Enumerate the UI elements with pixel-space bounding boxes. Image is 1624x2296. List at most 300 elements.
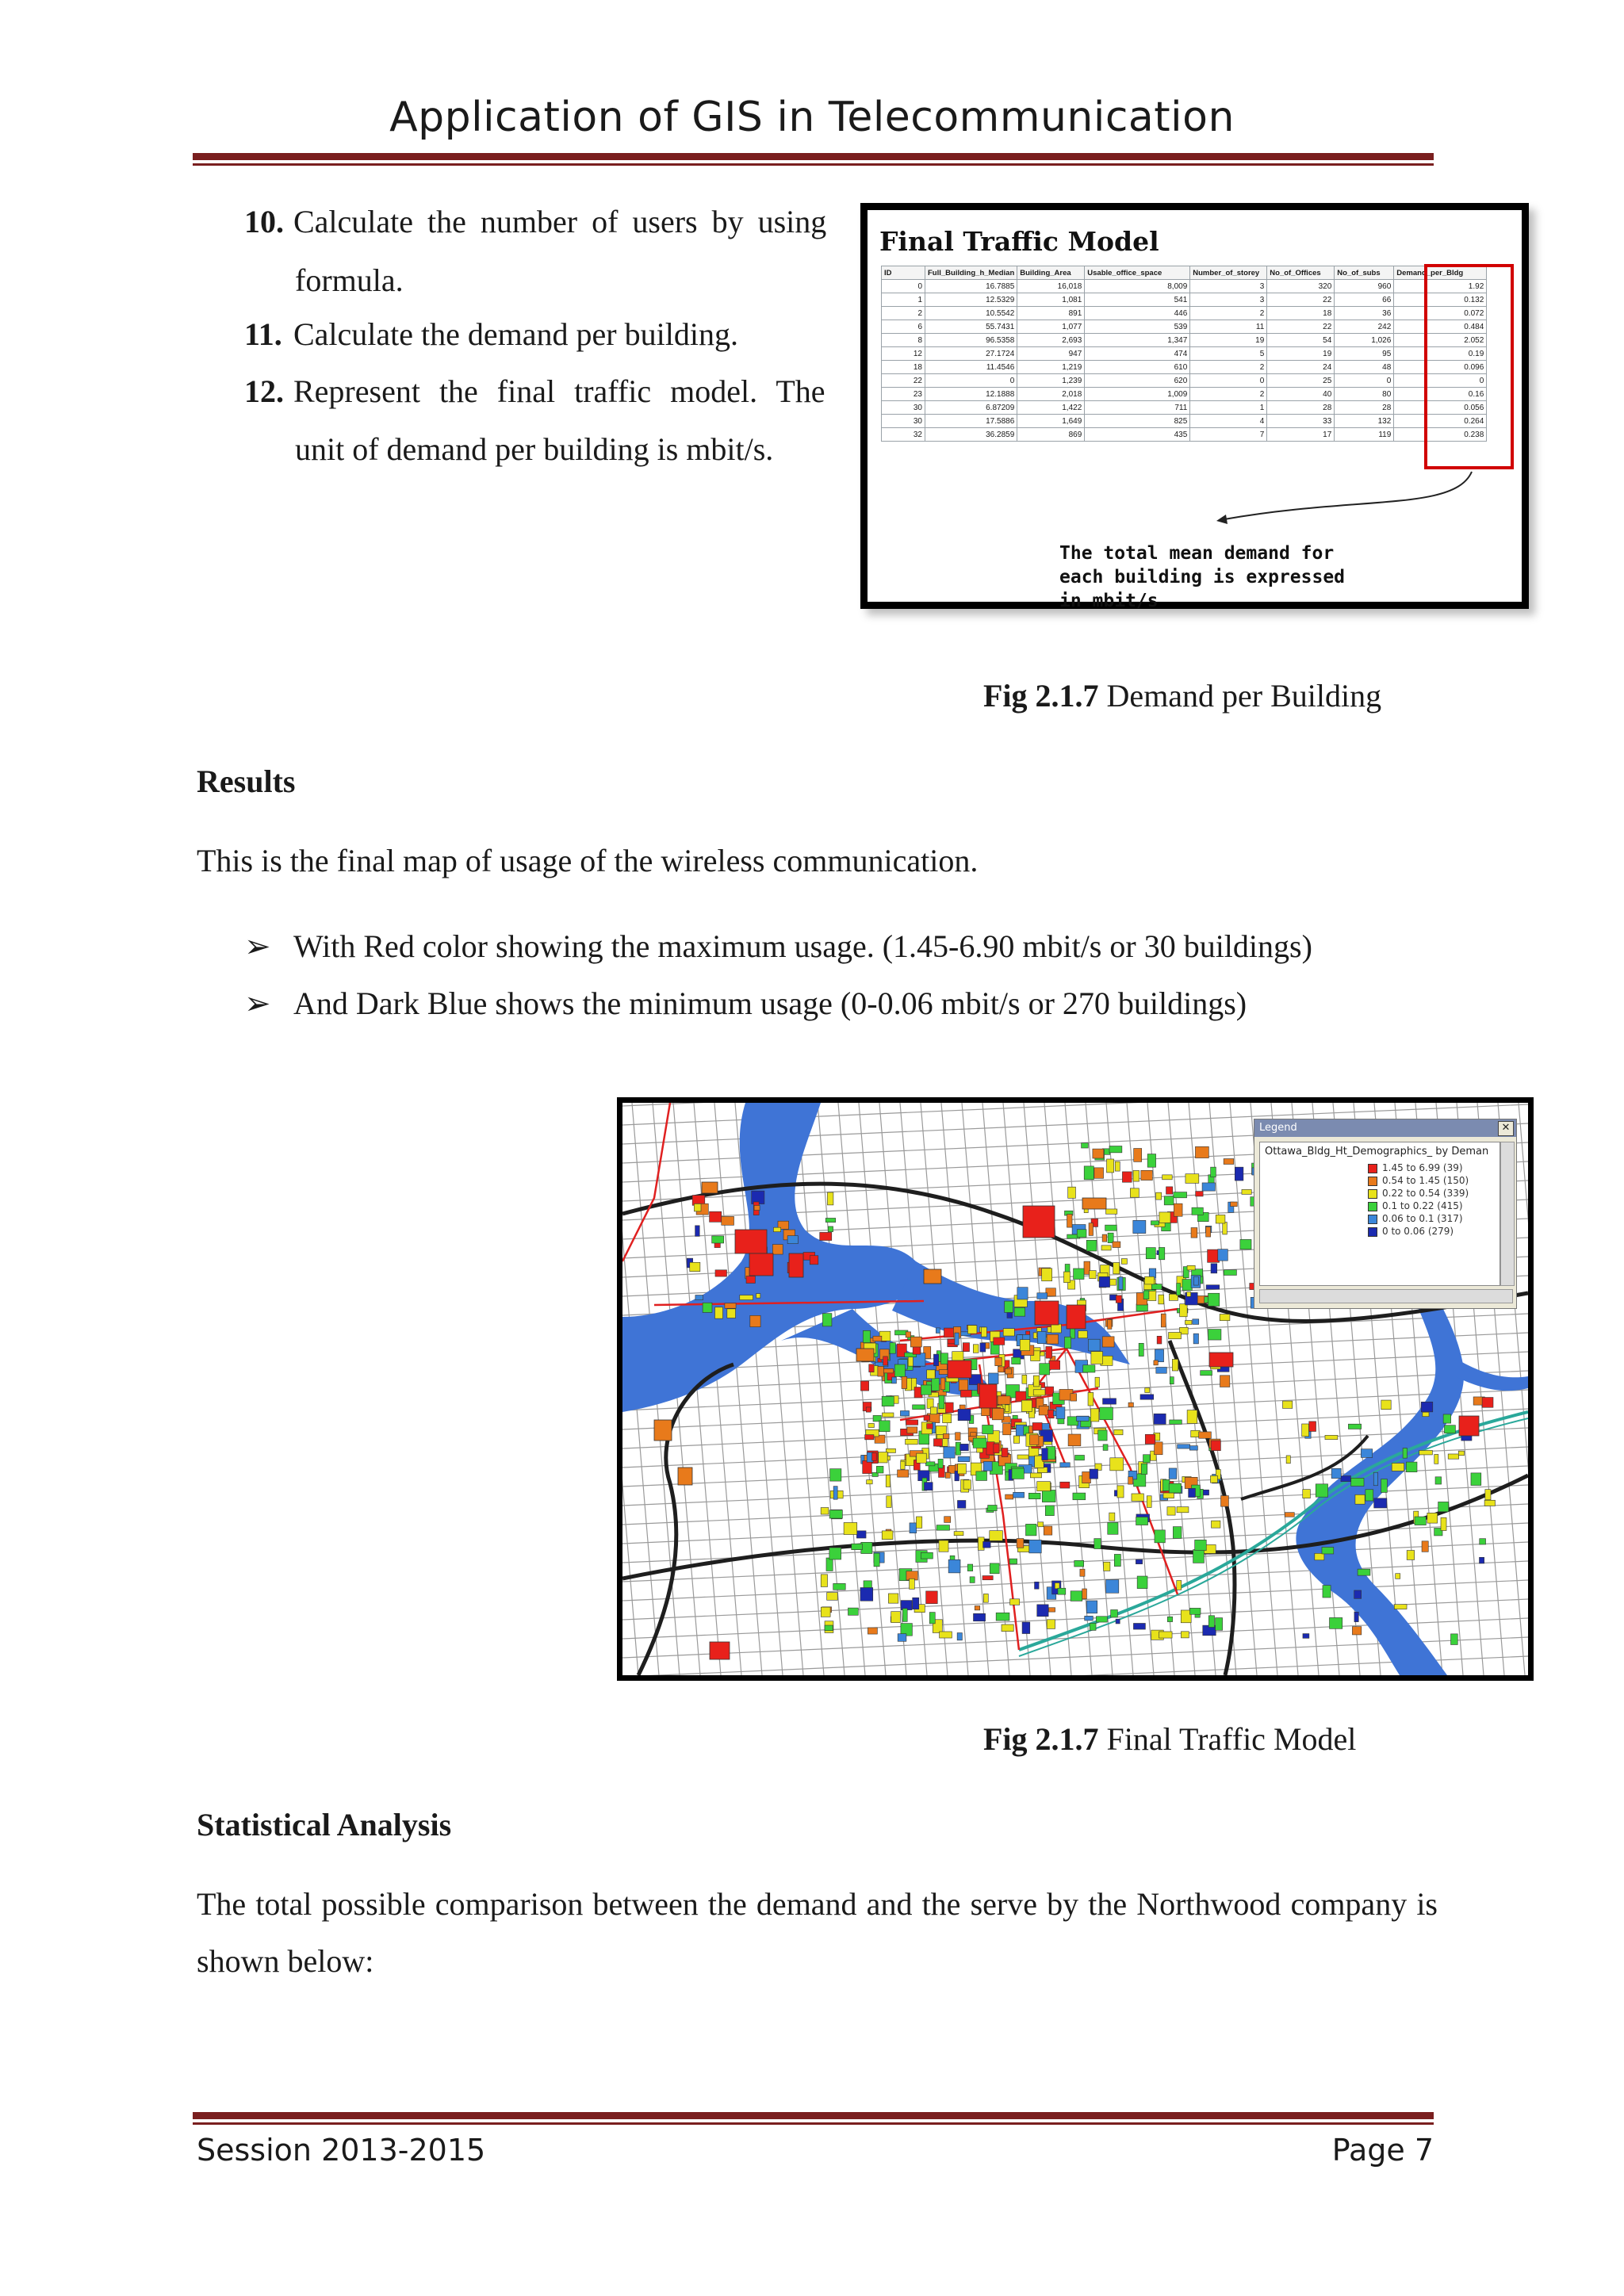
building-footprint bbox=[976, 1471, 987, 1481]
building-footprint bbox=[1022, 1375, 1027, 1383]
table-cell: 2,018 bbox=[1017, 388, 1085, 401]
building-footprint bbox=[789, 1253, 803, 1277]
building-footprint bbox=[1096, 1617, 1107, 1622]
building-footprint bbox=[907, 1427, 917, 1433]
building-footprint bbox=[1078, 1331, 1088, 1338]
building-footprint bbox=[754, 1205, 760, 1210]
building-footprint bbox=[1162, 1479, 1170, 1490]
building-footprint bbox=[826, 1558, 833, 1571]
building-footprint bbox=[1143, 1291, 1149, 1299]
bullet-text: And Dark Blue shows the minimum usage (0-0.06 mbit/s or 270 buildings) bbox=[293, 985, 1247, 1021]
table-cell: 36 bbox=[1335, 307, 1394, 320]
table-cell: 30 bbox=[882, 415, 925, 428]
building-footprint bbox=[695, 1226, 700, 1237]
building-footprint bbox=[1159, 1212, 1170, 1223]
traffic-model-figure bbox=[860, 203, 1529, 609]
building-footprint bbox=[1167, 1507, 1175, 1516]
building-footprint bbox=[828, 1226, 833, 1232]
building-footprint bbox=[958, 1464, 967, 1474]
building-footprint bbox=[1033, 1390, 1045, 1395]
results-intro: This is the final map of usage of the wireless communication. bbox=[197, 843, 979, 878]
footer-divider bbox=[193, 2112, 1434, 2125]
building-footprint bbox=[998, 1396, 1010, 1404]
building-footprint bbox=[1090, 1409, 1098, 1422]
figure-caption-map bbox=[983, 1720, 1356, 1758]
building-footprint bbox=[1173, 1527, 1182, 1539]
building-footprint bbox=[715, 1307, 723, 1318]
building-footprint bbox=[968, 1326, 977, 1334]
table-cell: 320 bbox=[1267, 280, 1335, 293]
table-cell: 2 bbox=[1190, 307, 1267, 320]
building-footprint bbox=[888, 1594, 898, 1603]
building-footprint bbox=[1028, 1493, 1040, 1498]
building-footprint bbox=[1220, 1314, 1230, 1321]
building-footprint bbox=[863, 1330, 870, 1342]
table-cell: 3 bbox=[1190, 293, 1267, 307]
building-footprint bbox=[927, 1399, 933, 1408]
table-cell: 2 bbox=[882, 307, 925, 320]
building-footprint bbox=[1130, 1188, 1139, 1197]
building-footprint bbox=[1003, 1424, 1011, 1435]
building-footprint bbox=[906, 1332, 910, 1337]
header-divider bbox=[193, 153, 1434, 166]
table-cell: 36.2859 bbox=[925, 428, 1017, 442]
building-footprint bbox=[1172, 1359, 1178, 1371]
building-footprint bbox=[1133, 1170, 1139, 1181]
table-cell: 0 bbox=[882, 280, 925, 293]
legend-window-title: Legend bbox=[1259, 1122, 1297, 1134]
building-footprint bbox=[1435, 1477, 1442, 1484]
building-footprint bbox=[1038, 1522, 1044, 1527]
building-footprint bbox=[1212, 1521, 1220, 1528]
building-footprint bbox=[973, 1345, 979, 1353]
building-footprint bbox=[1170, 1377, 1174, 1384]
table-cell: 6 bbox=[882, 320, 925, 334]
building-footprint bbox=[1224, 1270, 1236, 1276]
table-header-cell: Number_of_storey bbox=[1190, 266, 1267, 280]
table-cell: 1,649 bbox=[1017, 415, 1085, 428]
table-cell: 48 bbox=[1335, 361, 1394, 374]
building-footprint bbox=[1415, 1517, 1426, 1525]
step-12-continuation: unit of demand per building is mbit/s. bbox=[295, 431, 774, 467]
table-cell: 11.4546 bbox=[925, 361, 1017, 374]
bullet-arrow-icon: ➢ bbox=[244, 985, 271, 1021]
building-footprint bbox=[1392, 1464, 1404, 1471]
building-footprint bbox=[1009, 1559, 1017, 1563]
street-line bbox=[622, 1485, 1528, 1525]
table-cell: 1,077 bbox=[1017, 320, 1085, 334]
building-footprint bbox=[1104, 1562, 1110, 1571]
building-footprint bbox=[887, 1496, 891, 1508]
building-footprint bbox=[1185, 1320, 1191, 1324]
building-footprint bbox=[1479, 1557, 1484, 1563]
building-footprint bbox=[1084, 1166, 1094, 1180]
building-footprint bbox=[1216, 1215, 1225, 1223]
legend-swatch bbox=[1368, 1189, 1377, 1199]
building-footprint bbox=[913, 1346, 921, 1354]
building-footprint bbox=[936, 1328, 940, 1334]
table-cell: 0 bbox=[1394, 374, 1487, 388]
legend-titlebar[interactable] bbox=[1254, 1119, 1516, 1137]
table-cell: 0.19 bbox=[1394, 347, 1487, 361]
building-footprint bbox=[825, 1218, 835, 1222]
figure-caption-demand bbox=[983, 677, 1381, 714]
building-footprint bbox=[1154, 1414, 1166, 1424]
legend-swatch bbox=[1368, 1227, 1377, 1237]
building-footprint bbox=[1005, 1494, 1013, 1499]
caption-text: Demand per Building bbox=[1098, 678, 1382, 714]
building-footprint bbox=[1119, 1277, 1123, 1290]
building-footprint bbox=[690, 1262, 700, 1271]
building-footprint bbox=[943, 1433, 949, 1438]
building-footprint bbox=[1114, 1554, 1120, 1566]
building-footprint bbox=[913, 1405, 925, 1410]
legend-class-label: 0.22 to 0.54 (339) bbox=[1382, 1188, 1469, 1199]
building-footprint bbox=[906, 1420, 918, 1425]
table-cell: 1 bbox=[1190, 401, 1267, 415]
building-footprint bbox=[980, 1343, 986, 1352]
building-footprint bbox=[1169, 1332, 1182, 1338]
building-footprint bbox=[1358, 1569, 1370, 1575]
building-footprint bbox=[1220, 1376, 1229, 1387]
building-footprint bbox=[1046, 1346, 1052, 1358]
building-footprint bbox=[983, 1594, 988, 1602]
building-footprint bbox=[1421, 1402, 1433, 1412]
building-footprint bbox=[910, 1337, 921, 1347]
table-cell: 55.7431 bbox=[925, 320, 1017, 334]
building-footprint bbox=[994, 1444, 999, 1453]
building-footprint bbox=[900, 1410, 909, 1415]
table-cell: 16,018 bbox=[1017, 280, 1085, 293]
building-footprint bbox=[988, 1505, 998, 1510]
building-footprint bbox=[1005, 1405, 1009, 1412]
building-footprint bbox=[856, 1531, 866, 1538]
building-footprint bbox=[702, 1182, 718, 1193]
building-footprint bbox=[1067, 1214, 1073, 1227]
building-footprint bbox=[1141, 1464, 1147, 1474]
table-cell: 541 bbox=[1085, 293, 1190, 307]
legend-window[interactable] bbox=[1254, 1119, 1517, 1309]
building-footprint bbox=[1156, 1367, 1166, 1373]
building-footprint bbox=[1451, 1634, 1458, 1645]
legend-class-row bbox=[1368, 1226, 1500, 1238]
building-footprint bbox=[772, 1245, 783, 1254]
table-cell: 24 bbox=[1267, 361, 1335, 374]
step-number: 12. bbox=[244, 373, 284, 409]
building-footprint bbox=[827, 1593, 838, 1601]
building-footprint bbox=[1040, 1364, 1050, 1375]
building-footprint bbox=[1154, 1360, 1158, 1365]
building-footprint bbox=[1026, 1524, 1036, 1536]
building-footprint bbox=[1438, 1502, 1449, 1511]
building-footprint bbox=[995, 1357, 1002, 1365]
building-footprint bbox=[1195, 1146, 1208, 1158]
building-footprint bbox=[1484, 1500, 1495, 1506]
building-footprint bbox=[894, 1364, 905, 1376]
step-text: Represent the final traffic model. The bbox=[293, 373, 825, 409]
building-footprint bbox=[990, 1563, 999, 1574]
building-footprint bbox=[1147, 1496, 1151, 1508]
table-cell: 12.5329 bbox=[925, 293, 1017, 307]
building-footprint bbox=[1192, 1207, 1203, 1215]
building-footprint bbox=[1103, 1399, 1116, 1404]
building-footprint bbox=[1102, 1234, 1107, 1242]
legend-swatch bbox=[1368, 1164, 1377, 1173]
building-footprint bbox=[829, 1510, 842, 1518]
legend-class-label: 0.1 to 0.22 (415) bbox=[1382, 1200, 1463, 1211]
building-footprint bbox=[750, 1315, 760, 1326]
building-footprint bbox=[1169, 1483, 1181, 1493]
building-footprint bbox=[1102, 1337, 1114, 1347]
legend-body bbox=[1259, 1142, 1500, 1286]
building-footprint bbox=[821, 1508, 829, 1515]
building-footprint bbox=[869, 1364, 874, 1372]
building-footprint bbox=[1231, 1202, 1238, 1207]
building-footprint bbox=[787, 1236, 798, 1244]
building-footprint bbox=[773, 1227, 780, 1232]
table-cell: 0 bbox=[1190, 374, 1267, 388]
building-footprint bbox=[1068, 1434, 1081, 1446]
building-footprint bbox=[1316, 1484, 1327, 1497]
building-footprint bbox=[913, 1598, 919, 1609]
building-footprint bbox=[710, 1642, 730, 1659]
table-cell: 869 bbox=[1017, 428, 1085, 442]
building-footprint bbox=[1005, 1368, 1011, 1374]
table-cell: 96.5358 bbox=[925, 334, 1017, 347]
building-footprint bbox=[975, 1605, 980, 1609]
building-footprint bbox=[1013, 1436, 1019, 1443]
building-footprint bbox=[1133, 1623, 1145, 1629]
building-footprint bbox=[948, 1360, 971, 1378]
building-footprint bbox=[1303, 1490, 1311, 1498]
building-footprint bbox=[1048, 1608, 1055, 1612]
building-footprint bbox=[1049, 1360, 1060, 1369]
building-footprint bbox=[1108, 1233, 1113, 1242]
building-footprint bbox=[1141, 1170, 1153, 1180]
building-footprint bbox=[1167, 1617, 1172, 1621]
table-cell: 2 bbox=[1190, 388, 1267, 401]
legend-swatch bbox=[1368, 1177, 1377, 1186]
building-footprint bbox=[1162, 1175, 1173, 1180]
traffic-model-panel bbox=[868, 210, 1522, 611]
building-footprint bbox=[1182, 1280, 1192, 1291]
building-footprint bbox=[852, 1544, 863, 1550]
step-text: Calculate the number of users by using bbox=[293, 204, 827, 239]
building-footprint bbox=[1159, 1295, 1164, 1304]
building-footprint bbox=[1221, 1496, 1229, 1507]
stats-heading: Statistical Analysis bbox=[197, 1807, 452, 1843]
building-footprint bbox=[1169, 1468, 1177, 1479]
table-cell: 610 bbox=[1085, 361, 1190, 374]
building-footprint bbox=[916, 1517, 921, 1528]
legend-class-row bbox=[1368, 1213, 1500, 1226]
building-footprint bbox=[1020, 1340, 1029, 1351]
building-footprint bbox=[861, 1542, 872, 1553]
building-footprint bbox=[1161, 1314, 1166, 1327]
table-cell: 0.238 bbox=[1394, 428, 1487, 442]
building-footprint bbox=[1206, 1226, 1211, 1237]
close-icon[interactable]: ✕ bbox=[1498, 1121, 1514, 1136]
building-footprint bbox=[1014, 1307, 1025, 1316]
building-footprint bbox=[967, 1564, 973, 1571]
legend-class-label: 1.45 to 6.99 (39) bbox=[1382, 1162, 1463, 1173]
table-cell: 3 bbox=[1190, 280, 1267, 293]
building-footprint bbox=[1012, 1468, 1024, 1479]
building-footprint bbox=[1396, 1574, 1400, 1579]
building-footprint bbox=[921, 1552, 933, 1559]
building-footprint bbox=[963, 1480, 971, 1489]
building-footprint bbox=[749, 1253, 773, 1276]
traffic-map-figure bbox=[617, 1097, 1534, 1681]
building-footprint bbox=[1035, 1582, 1040, 1589]
table-cell: 40 bbox=[1267, 388, 1335, 401]
building-footprint bbox=[1083, 1365, 1095, 1372]
table-cell: 54 bbox=[1267, 334, 1335, 347]
building-footprint bbox=[940, 1378, 944, 1390]
building-footprint bbox=[1003, 1329, 1014, 1336]
building-footprint bbox=[866, 1407, 871, 1412]
table-cell: 22 bbox=[1267, 320, 1335, 334]
building-footprint bbox=[1082, 1589, 1087, 1599]
table-cell: 19 bbox=[1190, 334, 1267, 347]
building-footprint bbox=[994, 1337, 1005, 1345]
building-footprint bbox=[957, 1500, 965, 1508]
building-footprint bbox=[1099, 1276, 1109, 1287]
building-footprint bbox=[1341, 1476, 1351, 1482]
caption-label: Fig 2.1.7 bbox=[983, 678, 1099, 714]
table-header-cell: Demand_per_Bldg bbox=[1394, 266, 1487, 280]
building-footprint bbox=[722, 1216, 734, 1225]
building-footprint bbox=[963, 1343, 969, 1352]
building-footprint bbox=[982, 1327, 987, 1337]
building-footprint bbox=[898, 1634, 906, 1642]
building-footprint bbox=[882, 1396, 894, 1406]
building-footprint bbox=[740, 1295, 753, 1300]
building-footprint bbox=[1114, 1429, 1123, 1435]
building-footprint bbox=[860, 1588, 873, 1601]
legend-class-row bbox=[1368, 1175, 1500, 1188]
building-footprint bbox=[1427, 1513, 1438, 1523]
building-footprint bbox=[1218, 1249, 1228, 1261]
legend-horizontal-scrollbar[interactable] bbox=[1259, 1289, 1513, 1303]
building-footprint bbox=[1108, 1319, 1112, 1329]
legend-vertical-scrollbar[interactable] bbox=[1500, 1142, 1515, 1286]
building-footprint bbox=[1111, 1609, 1118, 1617]
building-footprint bbox=[1159, 1632, 1172, 1638]
building-footprint bbox=[1323, 1586, 1331, 1598]
building-footprint bbox=[1032, 1423, 1042, 1431]
building-footprint bbox=[917, 1453, 926, 1463]
building-footprint bbox=[1002, 1624, 1013, 1632]
building-footprint bbox=[979, 1384, 997, 1408]
building-footprint bbox=[1063, 1272, 1070, 1283]
building-footprint bbox=[1202, 1183, 1215, 1191]
building-footprint bbox=[1134, 1148, 1142, 1161]
table-cell: 132 bbox=[1335, 415, 1394, 428]
building-footprint bbox=[924, 1483, 933, 1490]
building-footprint bbox=[924, 1415, 930, 1420]
building-footprint bbox=[910, 1523, 917, 1533]
building-footprint bbox=[695, 1295, 703, 1300]
building-footprint bbox=[1151, 1221, 1159, 1225]
table-cell: 11 bbox=[1190, 320, 1267, 334]
building-footprint bbox=[1044, 1526, 1052, 1535]
building-footprint bbox=[1107, 1159, 1114, 1173]
building-footprint bbox=[1037, 1331, 1046, 1343]
table-cell: 30 bbox=[882, 401, 925, 415]
building-footprint bbox=[1195, 1540, 1207, 1550]
table-cell: 6.87209 bbox=[925, 401, 1017, 415]
building-footprint bbox=[1210, 1475, 1217, 1483]
building-footprint bbox=[1189, 1608, 1201, 1614]
legend-swatch bbox=[1368, 1202, 1377, 1211]
building-footprint bbox=[1211, 1167, 1216, 1177]
table-cell: 12.1888 bbox=[925, 388, 1017, 401]
building-footprint bbox=[1193, 1334, 1198, 1344]
step-10-continuation: formula. bbox=[295, 262, 404, 298]
building-footprint bbox=[1108, 1522, 1118, 1534]
building-footprint bbox=[1208, 1249, 1220, 1262]
table-cell: 1,081 bbox=[1017, 293, 1085, 307]
building-footprint bbox=[959, 1380, 967, 1391]
building-footprint bbox=[1441, 1517, 1446, 1530]
table-cell: 10.5542 bbox=[925, 307, 1017, 320]
table-cell: 947 bbox=[1017, 347, 1085, 361]
building-footprint bbox=[1235, 1167, 1243, 1181]
table-cell: 0.096 bbox=[1394, 361, 1487, 374]
building-footprint bbox=[756, 1294, 760, 1298]
table-cell: 17 bbox=[1267, 428, 1335, 442]
building-footprint bbox=[956, 1433, 960, 1441]
building-footprint bbox=[879, 1452, 887, 1463]
table-cell: 8,009 bbox=[1085, 280, 1190, 293]
table-cell: 0.056 bbox=[1394, 401, 1487, 415]
building-footprint bbox=[1331, 1468, 1341, 1478]
building-footprint bbox=[1045, 1506, 1054, 1516]
building-footprint bbox=[986, 1442, 994, 1455]
building-footprint bbox=[1117, 1486, 1124, 1498]
building-footprint bbox=[1181, 1632, 1189, 1638]
legend-class-row bbox=[1368, 1188, 1500, 1200]
table-header-cell: No_of_Offices bbox=[1267, 266, 1335, 280]
building-footprint bbox=[921, 1385, 931, 1395]
building-footprint bbox=[678, 1468, 692, 1485]
building-footprint bbox=[1206, 1285, 1220, 1289]
building-footprint bbox=[820, 1232, 832, 1240]
building-footprint bbox=[1064, 1337, 1071, 1348]
legend-class-label: 0 to 0.06 (279) bbox=[1382, 1226, 1454, 1237]
building-footprint bbox=[970, 1577, 975, 1583]
building-footprint bbox=[1322, 1547, 1334, 1553]
building-footprint bbox=[1419, 1450, 1433, 1454]
traffic-model-title: Final Traffic Model bbox=[879, 226, 1159, 257]
table-cell: 2 bbox=[1190, 361, 1267, 374]
legend-class-row bbox=[1368, 1162, 1500, 1175]
building-footprint bbox=[1381, 1400, 1391, 1410]
building-footprint bbox=[1193, 1319, 1199, 1325]
building-footprint bbox=[1285, 1513, 1294, 1517]
building-footprint bbox=[710, 1211, 722, 1222]
building-footprint bbox=[654, 1420, 672, 1441]
building-footprint bbox=[1187, 1292, 1191, 1297]
building-footprint bbox=[882, 1531, 893, 1540]
table-cell: 27.1724 bbox=[925, 347, 1017, 361]
building-footprint bbox=[1073, 1493, 1086, 1500]
table-cell: 22 bbox=[882, 374, 925, 388]
table-cell: 711 bbox=[1085, 401, 1190, 415]
callout-line: in mbit/s bbox=[1059, 591, 1159, 611]
building-footprint bbox=[1177, 1507, 1189, 1513]
